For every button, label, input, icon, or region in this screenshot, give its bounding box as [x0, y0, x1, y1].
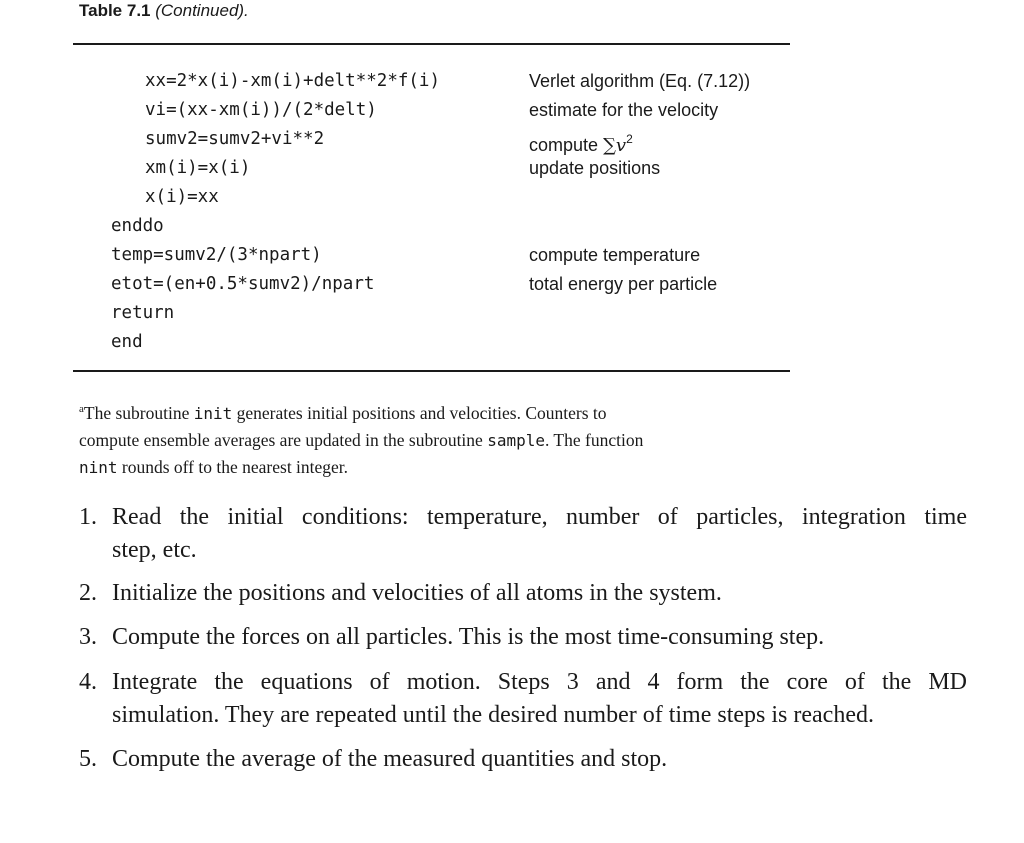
code-comment: total energy per particle — [529, 274, 718, 294]
code-term-nint: nint — [79, 458, 118, 477]
code-row-2 — [0, 98, 1024, 127]
step-text: Read the initial conditions: temperature, number of particles, integration time — [112, 504, 967, 530]
summation-symbol: ∑ — [603, 135, 616, 156]
code-comment: Verlet algorithm (Eq. (7.12)) — [529, 71, 751, 91]
code-row-1 — [0, 69, 1024, 98]
code-row-8 — [0, 272, 1024, 301]
step-number: 1. — [79, 504, 97, 530]
step-text: Integrate the equations of motion. Steps 3 and 4 form the core of the MD — [112, 669, 967, 695]
table-top-rule — [73, 43, 790, 45]
code-term-init: init — [193, 404, 233, 423]
code-comment — [529, 127, 633, 158]
table-label: Table 7.1 — [79, 1, 151, 20]
footnote-line-1: $^a$The subroutine init generates initial positions and velocities. Counters to — [79, 403, 607, 423]
footnote-marker: a — [79, 403, 84, 415]
code-comment: update positions — [529, 158, 661, 178]
code-line: temp=sumv2/(3*npart) — [111, 245, 322, 265]
table-bottom-rule — [73, 370, 790, 372]
code-line: xx=2*x(i)-xm(i)+delt**2*f(i) — [145, 71, 441, 91]
code-comment: compute temperature — [529, 245, 701, 265]
velocity-variable: v — [615, 135, 627, 156]
footnote-line-3: nint rounds off to the nearest integer. — [79, 457, 349, 477]
step-number: 3. — [79, 624, 97, 650]
code-row-10 — [0, 330, 1024, 359]
step-number: 5. — [79, 746, 97, 772]
code-row-5 — [0, 185, 1024, 214]
code-row-6 — [0, 214, 1024, 243]
code-line: vi=(xx-xm(i))/(2*delt) — [145, 100, 377, 120]
code-line: enddo — [111, 216, 164, 236]
step-text: simulation. They are repeated until the desired number of time steps is reached. — [112, 702, 874, 728]
step-number: 4. — [79, 669, 97, 695]
code-row-3 — [0, 127, 1024, 156]
code-comment: estimate for the velocity — [529, 100, 719, 120]
footnote-line-2: compute ensemble averages are updated in the subroutine sample. The function — [79, 430, 644, 450]
table-caption — [79, 0, 249, 22]
step-text: Compute the average of the measured quantities and stop. — [112, 746, 668, 772]
step-text: Compute the forces on all particles. This is the most time-consuming step. — [112, 624, 825, 650]
exponent: 2 — [626, 132, 633, 146]
table-footnote — [79, 396, 799, 481]
code-row-9 — [0, 301, 1024, 330]
code-line: x(i)=xx — [145, 187, 219, 207]
step-text: step, etc. — [112, 537, 197, 563]
table-continued-note: (Continued). — [155, 1, 249, 20]
code-line: etot=(en+0.5*sumv2)/npart — [111, 274, 375, 294]
step-number: 2. — [79, 580, 97, 606]
code-line: return — [111, 303, 175, 323]
code-line: end — [111, 332, 143, 352]
code-row-7 — [0, 243, 1024, 272]
code-line: xm(i)=x(i) — [145, 158, 251, 178]
code-line: sumv2=sumv2+vi**2 — [145, 129, 325, 149]
comment-text: compute — [529, 135, 599, 155]
code-row-4 — [0, 156, 1024, 185]
code-term-sample: sample — [487, 431, 545, 450]
step-text: Initialize the positions and velocities of all atoms in the system. — [112, 580, 722, 606]
